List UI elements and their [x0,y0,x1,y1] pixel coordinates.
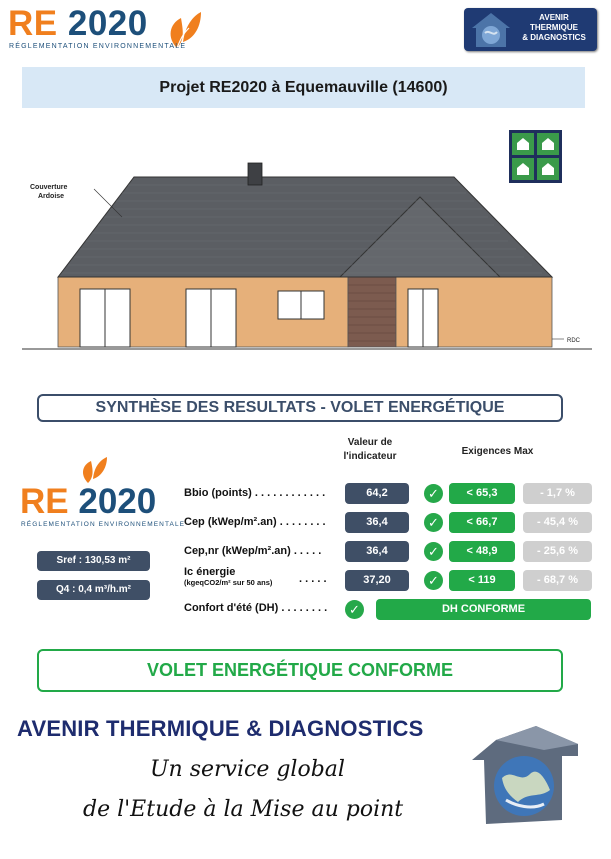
q4-badge: Q4 : 0,4 m³/h.m² [37,580,150,600]
row-label-cep: Cep (kWep/m².an) . . . . . . . . [184,516,326,528]
footer-company-name: AVENIR THERMIQUE & DIAGNOSTICS [17,716,424,741]
row-label-cepnr: Cep,nr (kWep/m².an) . . . . . [184,545,322,557]
leaf-icon-small [78,453,110,485]
green-house-grid-icon [509,130,562,183]
row-label-comfort: Confort d'été (DH) . . . . . . . . [184,602,328,614]
margin-cep: - 45,4 % [523,512,592,533]
requirement-ic-energie: < 119 [449,570,515,591]
check-icon: ✓ [424,542,443,561]
project-title: Projet RE2020 à Equemauville (14600) [159,79,448,96]
margin-ic-energie: - 68,7 % [523,570,592,591]
re2020-subtitle: RÉGLEMENTATION ENVIRONNEMENTALE [9,43,187,50]
row-label-ic-energie: Ic énergie (kgeqCO2/m² sur 50 ans) [184,566,273,587]
house-globe-illustration [466,720,590,830]
value-bbio: 64,2 [345,483,409,504]
re2020-subtitle-small: RÉGLEMENTATION ENVIRONNEMENTALE [21,521,186,528]
sref-badge: Sref : 130,53 m² [37,551,150,571]
re2020-logo-small: RE 2020 [20,482,157,521]
requirement-cep: < 66,7 [449,512,515,533]
conclusion-title: VOLET ENERGÉTIQUE CONFORME [146,660,454,680]
row-dots-ic-energie: . . . . . [299,573,327,585]
house-elevation-drawing [22,125,592,357]
brand-text: AVENIR THERMIQUE & DIAGNOSTICS [522,13,586,42]
synthesis-title: SYNTHÈSE DES RESULTATS - VOLET ENERGÉTIQUE [95,399,505,416]
re2020-logo: RE 2020 [8,4,148,43]
margin-bbio: - 1,7 % [523,483,592,504]
column-header-value: Valeur de l'indicateur [343,437,397,462]
check-icon: ✓ [345,600,364,619]
check-icon: ✓ [424,571,443,590]
footer-slogan-line2: de l'Etude à la Mise au point [83,797,404,822]
check-icon: ✓ [424,513,443,532]
house-globe-icon [470,11,512,49]
dh-conforme-badge: DH CONFORME [376,599,591,620]
row-label-bbio: Bbio (points) . . . . . . . . . . . . [184,487,326,499]
requirement-cepnr: < 48,9 [449,541,515,562]
column-header-requirements: Exigences Max [461,446,534,457]
rdc-label: RDC [567,338,580,344]
requirement-bbio: < 65,3 [449,483,515,504]
value-cep: 36,4 [345,512,409,533]
value-cepnr: 36,4 [345,541,409,562]
footer-slogan-line1: Un service global [150,757,345,782]
check-icon: ✓ [424,484,443,503]
margin-cepnr: - 25,6 % [523,541,592,562]
value-ic-energie: 37,20 [345,570,409,591]
roof-label: Couverture Ardoise [30,184,68,200]
